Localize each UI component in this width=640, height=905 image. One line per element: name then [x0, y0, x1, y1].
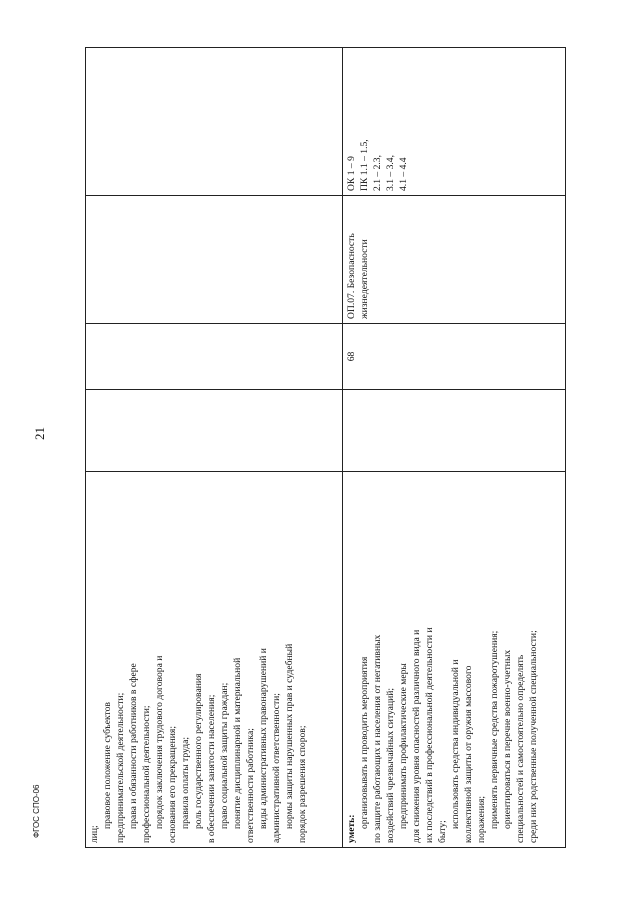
table-row	[86, 48, 343, 848]
competency-item: 2.1 – 2.3,	[372, 155, 383, 191]
list-item: правила оплаты труда;	[180, 736, 191, 829]
empty-cell	[86, 196, 343, 324]
table-row	[343, 48, 566, 848]
list-item: быту;	[437, 820, 448, 843]
list-item: предпринимательской деятельности;	[115, 692, 126, 843]
list-item: право социальной защиты граждан;	[219, 682, 230, 829]
list-item: организовывать и проводить мероприятия	[359, 656, 370, 829]
competency-item: ОК 1 – 9	[346, 156, 357, 191]
hours-cell: 68	[343, 324, 566, 390]
footer-label: ФГОС СПО-06	[32, 784, 41, 838]
list-item: по защите работающих и населения от негативных	[372, 634, 383, 843]
list-item: ответственности работника;	[245, 728, 256, 843]
list-item: предпринимать профилактические меры	[398, 663, 409, 829]
list-item: специальностей и самостоятельно определять	[515, 654, 526, 843]
list-item: в обеспечении занятости населения;	[206, 694, 217, 843]
requirements-cell	[86, 472, 343, 848]
list-item: для снижения уровня опасностей различного вида и	[411, 629, 422, 843]
list-item: ориентироваться в перечне военно-учетных	[502, 649, 513, 829]
list-item: порядок разрешения споров;	[297, 725, 308, 843]
competency-item: 3.1 – 3.4,	[385, 155, 396, 191]
competency-item: 4.1 – 4.4	[398, 157, 409, 191]
list-item: использовать средства индивидуальной и	[450, 659, 461, 829]
list-item: коллективной защиты от оружия массового	[463, 665, 474, 843]
skills-cell	[343, 472, 566, 848]
list-item: роль государственного регулирования	[193, 673, 204, 829]
list-item: применять первичные средства пожаротушения;	[489, 630, 500, 829]
list-item: их последствий в профессиональной деятельности и	[424, 627, 435, 843]
curriculum-table	[85, 47, 566, 848]
list-item: нормы защиты нарушенных прав и судебный	[284, 643, 295, 829]
list-item: воздействий чрезвычайных ситуаций;	[385, 687, 396, 843]
list-item: понятие дисциплинарной и материальной	[232, 657, 243, 829]
competencies-cell	[343, 48, 566, 196]
empty-cell	[343, 390, 566, 472]
list-item: административной ответственности;	[271, 693, 282, 843]
list-item: виды административных правонарушений и	[258, 648, 269, 829]
list-item: профессиональной деятельности;	[141, 705, 152, 843]
competency-item: ПК 1.1 – 1.5,	[359, 139, 370, 191]
empty-cell	[86, 48, 343, 196]
skills-heading: уметь:	[346, 814, 357, 843]
empty-cell	[86, 390, 343, 472]
list-item: порядок заключения трудового договора и	[154, 655, 165, 829]
list-item: правовое положение субъектов	[102, 702, 113, 829]
list-item: среди них родственные полученной специальности;	[528, 630, 539, 843]
list-item: лиц;	[89, 825, 100, 843]
list-item: поражения;	[476, 795, 487, 843]
page-number: 21	[32, 427, 47, 440]
rotated-page	[85, 48, 565, 848]
empty-cell	[86, 324, 343, 390]
list-item: права и обязанности работников в сфере	[128, 663, 139, 829]
discipline-cell: ОП.07. Безопасность жизнедеятельности	[343, 196, 566, 324]
list-item: основания его прекращения;	[167, 725, 178, 843]
